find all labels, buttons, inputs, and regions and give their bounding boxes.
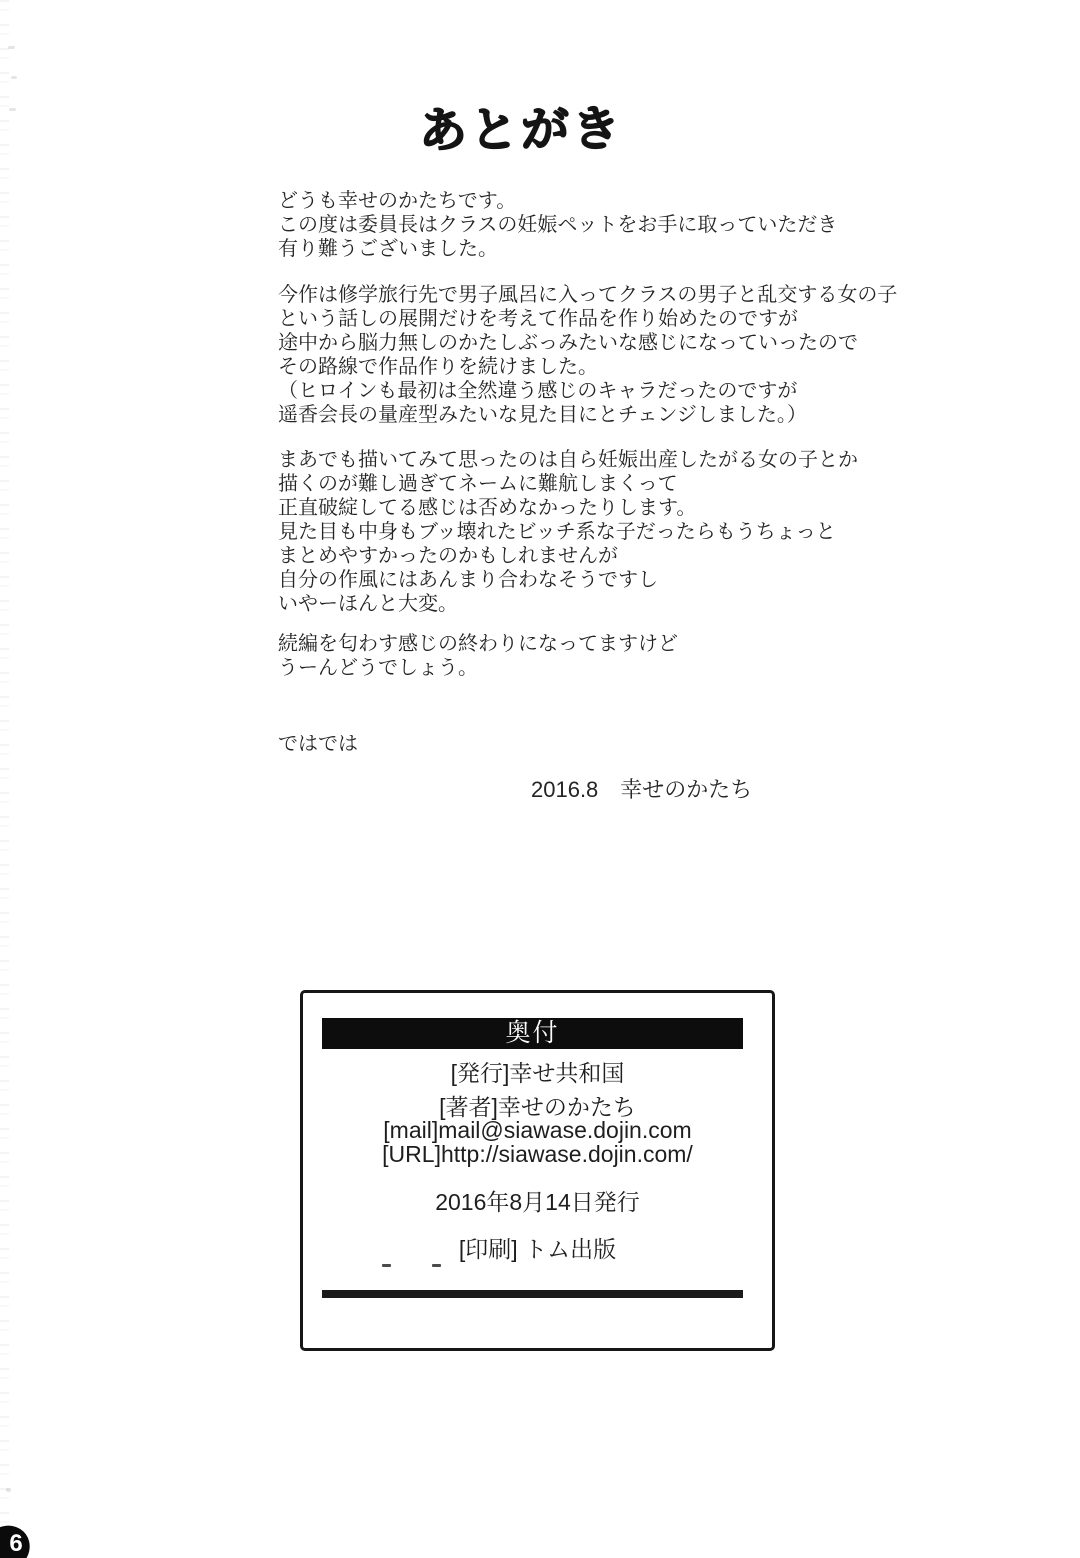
text-line: うーんどうでしょう。 bbox=[278, 657, 478, 679]
text-line: 途中から脳力無しのかたしぶっみたいな感じになっていったので bbox=[278, 332, 858, 354]
print-smudge-dash bbox=[432, 1264, 441, 1267]
text-line: どうも幸せのかたちです。 bbox=[278, 190, 517, 212]
text-line: 正直破綻してる感じは否めなかったりします。 bbox=[278, 497, 697, 519]
date-signature: 2016.8 幸せのかたち bbox=[531, 777, 753, 802]
colophon-header: 奥付 bbox=[322, 1018, 743, 1049]
scan-edge-artifact bbox=[0, 0, 9, 1558]
text-line: 描くのが難し過ぎてネームに難航しまくって bbox=[278, 473, 678, 495]
scan-smudge bbox=[11, 76, 17, 79]
page-number: 6 bbox=[9, 1530, 23, 1558]
text-line: 有り難うございました。 bbox=[278, 238, 498, 260]
page-title: あとがき bbox=[418, 103, 624, 158]
colophon-box bbox=[300, 990, 775, 1351]
paragraph-reflection bbox=[278, 448, 858, 616]
scan-smudge bbox=[6, 1488, 11, 1492]
colophon-publisher: [発行]幸せ共和国 bbox=[450, 1060, 625, 1086]
text-line: 続編を匂わす感じの終わりになってますけど bbox=[278, 633, 678, 655]
colophon-url: [URL]http://siawase.dojin.com/ bbox=[382, 1141, 693, 1167]
paragraph-production-story bbox=[278, 283, 897, 427]
text-line: 遥香会長の量産型みたいな見た目にとチェンジしました。） bbox=[278, 404, 807, 426]
text-line: まとめやすかったのかもしれませんが bbox=[278, 545, 618, 567]
text-line: 自分の作風にはあんまり合わなそうですし bbox=[278, 569, 658, 591]
text-line: この度は委員長はクラスの妊娠ペットをお手に取っていただき bbox=[278, 214, 838, 236]
scan-smudge bbox=[9, 108, 16, 111]
colophon-author: [著者]幸せのかたち bbox=[439, 1094, 636, 1120]
text-line: 今作は修学旅行先で男子風呂に入ってクラスの男子と乱交する女の子 bbox=[278, 284, 898, 306]
text-line: その路線で作品作りを続けました。 bbox=[278, 356, 598, 378]
text-line: まあでも描いてみて思ったのは自ら妊娠出産したがる女の子とか bbox=[278, 449, 858, 471]
paragraph-greeting bbox=[278, 189, 837, 261]
print-smudge-dash bbox=[382, 1264, 391, 1267]
text-line: いやーほんと大変。 bbox=[278, 593, 458, 615]
colophon-publication-date: 2016年8月14日発行 bbox=[435, 1189, 640, 1215]
text-line: 見た目も中身もブッ壊れたビッチ系な子だったらもうちょっと bbox=[278, 521, 836, 543]
scan-smudge bbox=[8, 46, 15, 49]
colophon-divider-bar bbox=[322, 1290, 743, 1298]
colophon-printer: [印刷] トム出版 bbox=[458, 1236, 617, 1262]
colophon-mail: [mail]mail@siawase.dojin.com bbox=[383, 1117, 692, 1143]
text-line: （ヒロインも最初は全然違う感じのキャラだったのですが bbox=[278, 380, 798, 402]
closing-remark: ではでは bbox=[278, 733, 358, 755]
paragraph-sequel-tease bbox=[278, 632, 678, 680]
text-line: という話しの展開だけを考えて作品を作り始めたのですが bbox=[278, 308, 798, 330]
page-number-badge bbox=[0, 1522, 34, 1558]
